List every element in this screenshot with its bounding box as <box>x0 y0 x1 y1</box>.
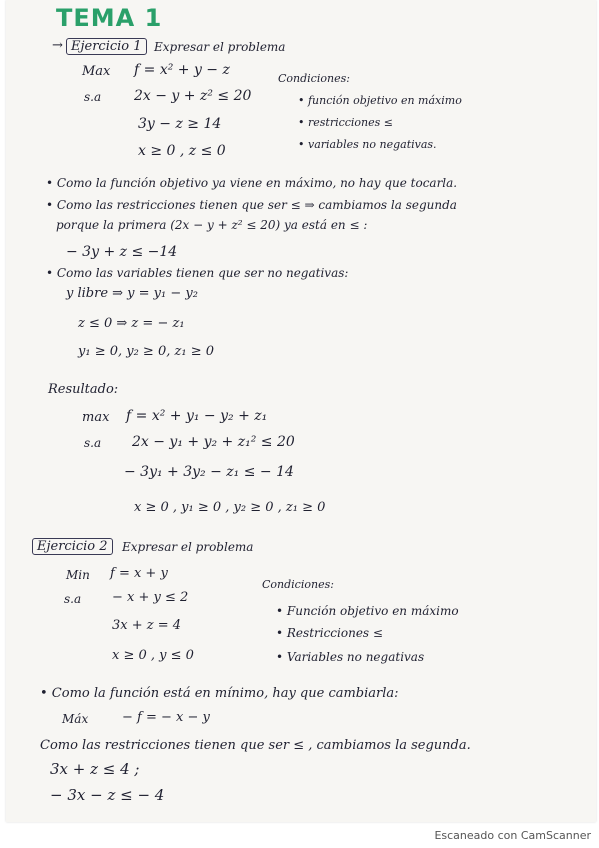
ex2-note-2: Como las restricciones tienen que ser ≤ , cambiamos la segunda. <box>40 738 471 753</box>
ex2-conditions-title: Condiciones: <box>262 578 334 591</box>
ex1-objective: f = x² + y − z <box>134 62 230 78</box>
scanner-watermark: Escaneado con CamScanner <box>434 829 591 842</box>
exercise-1-label: Ejercicio 1 <box>66 38 147 55</box>
ex1-note-1: • Como la función objetivo ya viene en máximo, no hay que tocarla. <box>46 176 458 190</box>
ex2-min-label: Min <box>66 568 90 582</box>
ex1-condition-2: • restricciones ≤ <box>298 116 394 129</box>
ex2-equation-1: 3x + z ≤ 4 ; <box>50 760 140 778</box>
ex1-constraint-1: 2x − y + z² ≤ 20 <box>134 88 252 104</box>
ex2-negated-objective: − f = − x − y <box>122 710 210 725</box>
ex1-conditions-title: Condiciones: <box>278 72 350 85</box>
ex1-nonnegativity: y₁ ≥ 0, y₂ ≥ 0, z₁ ≥ 0 <box>78 344 214 359</box>
ex2-constraint-3: x ≥ 0 , y ≤ 0 <box>112 648 194 663</box>
ex1-result-constraint-3: x ≥ 0 , y₁ ≥ 0 , y₂ ≥ 0 , z₁ ≥ 0 <box>134 500 326 515</box>
ex2-equation-2: − 3x − z ≤ − 4 <box>50 786 165 804</box>
ex1-note-2b: porque la primera (2x − y + z² ≤ 20) ya está en ≤ : <box>56 218 368 232</box>
arrow-icon: → <box>52 38 63 53</box>
ex1-z-substitution: z ≤ 0 ⇒ z = − z₁ <box>78 316 185 331</box>
ex1-result-constraint-1: 2x − y₁ + y₂ + z₁² ≤ 20 <box>132 434 295 450</box>
ex2-note-1: • Como la función está en mínimo, hay que cambiarla: <box>40 686 399 701</box>
ex2-constraint-2: 3x + z = 4 <box>112 618 182 633</box>
ex1-condition-3: • variables no negativas. <box>298 138 437 151</box>
ex1-constraint-2: 3y − z ≥ 14 <box>138 116 222 132</box>
ex1-result-objective: f = x² + y₁ − y₂ + z₁ <box>126 408 268 424</box>
ex2-objective: f = x + y <box>110 566 168 581</box>
page-title: TEMA 1 <box>56 4 163 32</box>
ex1-result-max-label: max <box>82 410 110 425</box>
ex2-condition-3: • Variables no negativas <box>276 650 425 664</box>
ex2-condition-2: • Restricciones ≤ <box>276 626 383 640</box>
ex1-result-sa-label: s.a <box>84 436 102 450</box>
ex2-condition-1: • Función objetivo en máximo <box>276 604 459 618</box>
ex1-result-constraint-2: − 3y₁ + 3y₂ − z₁ ≤ − 14 <box>124 464 294 480</box>
exercise-1-heading: Expresar el problema <box>154 40 286 54</box>
notebook-page <box>6 0 596 822</box>
ex1-note-2a: • Como las restricciones tienen que ser ≤ ⇒ cambiamos la segunda <box>46 198 457 212</box>
ex1-result-title: Resultado: <box>48 382 119 397</box>
ex1-note-3: • Como las variables tienen que ser no negativas: <box>46 266 349 280</box>
ex1-constraint-3: x ≥ 0 , z ≤ 0 <box>138 143 226 159</box>
ex1-free-variable: y libre ⇒ y = y₁ − y₂ <box>66 286 198 301</box>
ex1-negated-constraint: − 3y + z ≤ −14 <box>66 244 178 260</box>
ex2-max-label: Máx <box>62 712 89 726</box>
exercise-2-label: Ejercicio 2 <box>32 538 113 555</box>
ex1-max-label: Max <box>82 64 111 79</box>
ex2-sa-label: s.a <box>64 592 82 606</box>
ex1-condition-1: • función objetivo en máximo <box>298 94 462 107</box>
exercise-2-heading: Expresar el problema <box>122 540 254 554</box>
ex2-constraint-1: − x + y ≤ 2 <box>112 590 189 605</box>
ex1-sa-label: s.a <box>84 90 102 104</box>
